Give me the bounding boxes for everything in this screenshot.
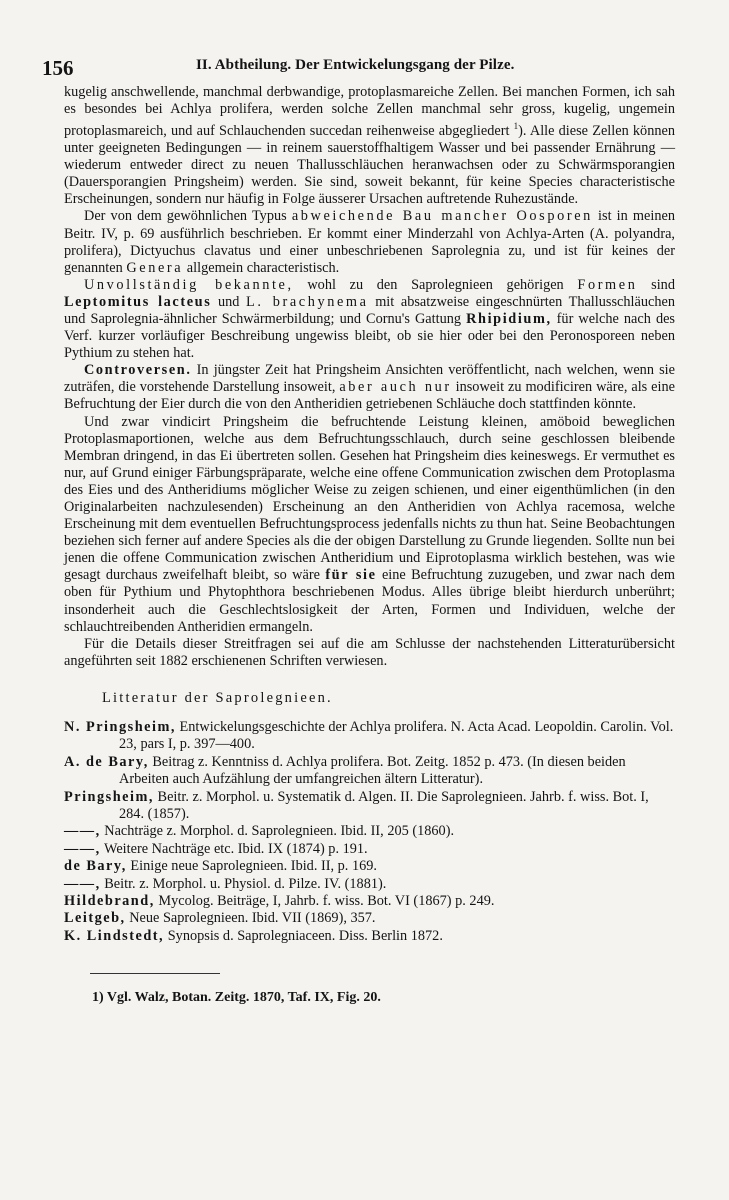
text-run: und [217,293,240,310]
literature-entry [64,841,675,858]
literature-entry [64,754,675,789]
entry-author: Hildebrand, [64,893,155,910]
spaced-term: aber auch nur [339,379,452,396]
entry-text: Beitr. z. Morphol. u. Systematik d. Algen. II. Die Saprolegnieen. Jahrb. f. wiss. Bot. I, 284. (1857). [119,788,649,822]
entry-text: Weitere Nachträge etc. Ibid. IX (1874) p. 191. [100,840,368,857]
entry-author: N. Pringsheim, [64,718,176,735]
literature-heading: Litteratur der Saprolegnieen. [102,689,333,706]
spaced-term: Unvollständig bekannte, [84,276,294,293]
text-run: Der von dem gewöhnlichen Typus [84,208,287,225]
entry-text: Synopsis d. Saprolegniaceen. Diss. Berlin 1872. [164,927,443,944]
literature-entry [64,823,675,840]
text-run: allgemein characteristisch. [186,259,340,276]
text-run: Und zwar vindicirt Pringsheim die befruchtende Leistung kleinen, amöboid beweglichen Protoplasmaportionen, welche aus dem Befruchtungsschlauch, durch seine geschlossen bleibende Membran dringend, in das Ei übertreten sollen. Gesehen hat Pringsheim dies keineswegs. Er vermuthet es nur, auf Grund einiger Färbungspräparate, welche eine offene Communication zwischen dem Protoplasma des Eies und des Antheridiums möglicher Weise zu zeigen schienen, und einer eigenthümlichen (in den Originalarbeiten nachzulesenden) Erscheinung an den Antheridien von Achlya racemosa, welche Erscheinung mit dem eventuellen Befruchtungsprocess jedenfalls nichts zu thun hat. Seine Beobachtungen beziehen sich ferner auf andere Species als die der obigen Darstellung zu Grunde liegenden. Sollte nun bei jenen die offene Communication zwischen Antheridium und Eiprotoplasma wirklich bestehen, was wie gesagt durchaus zweifelhaft bleibt, so wäre [64,413,675,584]
text-run: für welche nach des Verf. kurzer vorläufiger Beschreibung ungewiss bleibt, ob sie hier oder bei den Peronosporeen neben Pythium zu stehen hat. [64,310,675,362]
spaced-term: abweichende Bau mancher Oosporen [291,208,593,225]
spaced-term: Rhipidium, [466,310,552,327]
page-header [42,52,675,82]
literature-entry [64,928,675,945]
entry-author: de Bary, [64,858,127,875]
literature-list [64,719,675,945]
spaced-term: L. brachynema [246,293,369,310]
text-run: In jüngster Zeit hat Pringsheim Ansichten veröffentlicht, nach welchen, wenn sie zuträfen, die vorstehende Darstellung insoweit, [64,362,675,396]
entry-author: ——, [64,875,101,892]
literature-entry [64,910,675,927]
entry-text: Neue Saprolegnieen. Ibid. VII (1869), 357. [125,910,376,927]
spaced-term: für sie [325,567,377,584]
running-head: II. Abtheilung. Der Entwickelungsgang der Pilze. [196,57,515,73]
entry-author: K. Lindstedt, [64,927,165,944]
paragraph-resting-cells [64,84,675,208]
body-text [64,84,675,670]
text-run: ist in meinen Beitr. IV, p. 69 ausführlich beschrieben. Er kommt einer Minderzahl von Achlya-Arten (A. polyandra, prolifera), Dictyuchus clavatus und einer unbeschriebenen Saprolegnia zu, und ist für keines der genannten [64,208,676,276]
text-run: sind [651,276,675,293]
page-number: 156 [42,56,74,80]
literature-entry [64,719,675,754]
entry-author: ——, [64,840,101,857]
entry-text: Beitr. z. Morphol. u. Physiol. d. Pilze. IV. (1881). [100,875,387,892]
entry-text: Einige neue Saprolegnieen. Ibid. II, p. 169. [126,858,377,875]
literature-entry [64,858,675,875]
paragraph-controversies [64,362,675,413]
entry-author: Leitgeb, [64,910,126,927]
spaced-term: Leptomitus lacteus [64,293,212,310]
footnote-marker: 1 [513,121,519,132]
paragraph-details: Für die Details dieser Streitfragen sei auf die am Schlusse der nachstehenden Litteraturübersicht angeführten seit 1882 erschienenen Schriften verwiesen. [64,635,675,669]
text-run: kugelig anschwellende, manchmal derbwandige, protoplasmareiche Zellen. Bei manchen Formen, ich sah es besondes bei Achlya prolifera, werden solche Zellen manchmal sehr gross, kugelig, ungemein protoplasmareich, und auf Schlauchenden succedan reihenweise abgegliedert [64,84,675,139]
paragraph-pringsheim [64,414,675,636]
literature-entry [64,789,675,824]
spaced-term: Genera [126,259,184,276]
text-run: insoweit zu modificiren wäre, als eine Befruchtung der Eier durch die von den Antheridien getriebenen Schläuche doch stattfinden könnte. [64,379,675,413]
entry-text: Nachträge z. Morphol. d. Saprolegnieen. Ibid. II, 205 (1860). [100,823,455,840]
text-run: mit absatzweise eingeschnürten Thallusschläuchen und Saprolegnia-ähnlicher Schwärmerbildung; und Cornu's Gattung [64,293,675,327]
text-run: wohl zu den Saprolegnieen gehörigen [307,276,564,293]
entry-author: A. de Bary, [64,753,149,770]
literature-entry [64,876,675,893]
footnote-divider [90,973,220,974]
spaced-term: Controversen. [84,362,192,379]
entry-text: Mycolog. Beiträge, I, Jahrb. f. wiss. Bot. VI (1867) p. 249. [154,893,495,910]
entry-text: Beitrag z. Kenntniss d. Achlya prolifera. Bot. Zeitg. 1852 p. 473. (In diesen beiden Arbeiten auch Aufzählung der umfangreichen ältern Litteratur). [119,753,626,788]
paragraph-oospores [64,208,675,276]
entry-author: ——, [64,823,101,840]
footnote: 1) Vgl. Walz, Botan. Zeitg. 1870, Taf. IX, Fig. 20. [92,990,381,1006]
spaced-term: Formen [577,276,638,293]
text-run: ). Alle diese Zellen können unter geeigneten Bedingungen — in reinem sauerstoffhaltigem Wasser und bei passender Ernährung — wiederum entweder direct zu neuen Thallusschläuchen heranwachsen oder zu Schwärmsporangien (Dauersporangien Pringsheim) werden. Sie sind, soweit bekannt, für keine Species characteristische Erscheinungen, sondern nur häufig in Folge äusserer Ursachen auftretende Ruhezustände. [64,122,675,208]
entry-author: Pringsheim, [64,788,154,805]
paragraph-incompletely-known [64,277,675,362]
literature-entry [64,893,675,910]
entry-text: Entwickelungsgeschichte der Achlya prolifera. N. Acta Acad. Leopoldin. Carolin. Vol. 23, pars I, p. 397—400. [119,718,674,753]
text-run: eine Befruchtung zuzugeben, und zwar nach dem oben für Pythium und Phytophthora beschriebenen Modus. Alles übrige bleibt hierdurch unberührt; insonderheit auch die Geschlechtslosigkeit der Arten, Formen und Individuen, welche der schlauchtreibenden Antheridien ermangeln. [64,567,675,635]
